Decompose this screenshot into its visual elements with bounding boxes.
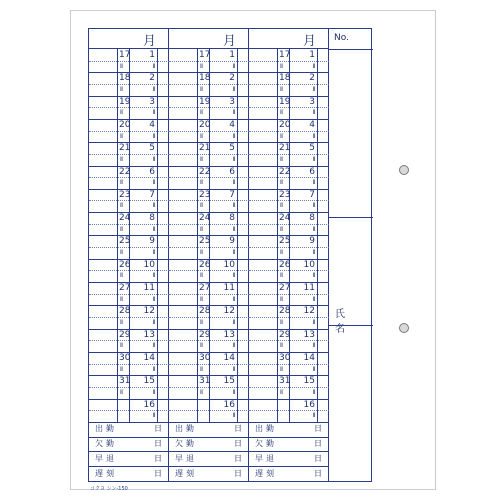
day-number-left: 20 <box>199 119 211 130</box>
row-half-divider <box>89 340 169 341</box>
row-half-divider <box>89 364 169 365</box>
day-number-left: 30 <box>119 352 131 363</box>
half-mark-left: II <box>120 132 123 140</box>
day-number-right: 11 <box>303 283 315 293</box>
day-number-right: 13 <box>223 329 235 340</box>
row-half-divider <box>89 224 169 225</box>
day-number-left: 25 <box>279 236 291 247</box>
half-mark-right: II <box>232 155 235 163</box>
row-divider <box>89 399 169 400</box>
day-number-left: 18 <box>279 73 291 84</box>
day-number-right: 8 <box>309 213 315 224</box>
row-half-divider <box>169 177 249 178</box>
day-number-left: 19 <box>279 96 291 107</box>
punch-hole-lower <box>399 323 409 333</box>
row-half-divider <box>89 177 169 178</box>
row-half-divider <box>169 200 249 201</box>
row-half-divider <box>169 317 249 318</box>
row-half-divider <box>89 294 169 295</box>
half-mark-left: II <box>280 249 283 257</box>
day-number-left: 20 <box>279 119 291 130</box>
row-half-divider <box>249 154 329 155</box>
day-number-right: 14 <box>143 352 155 363</box>
day-number-right: 4 <box>309 119 315 130</box>
half-mark-left: II <box>120 62 123 70</box>
half-mark-left: II <box>280 272 283 280</box>
half-mark-right: II <box>312 225 315 233</box>
half-mark-right: II <box>232 412 235 420</box>
day-number-right: 3 <box>309 96 315 107</box>
day-number-right: 1 <box>229 50 235 60</box>
half-mark-right: II <box>312 295 315 303</box>
row-half-divider <box>249 84 329 85</box>
summary-unit: 日 <box>154 424 162 434</box>
row-half-divider <box>249 247 329 248</box>
half-mark-right: II <box>312 249 315 257</box>
day-number-left: 31 <box>199 376 211 387</box>
row-half-divider <box>169 340 249 341</box>
month-header <box>169 29 248 49</box>
row-divider <box>169 399 249 400</box>
day-number-right: 16 <box>223 399 235 410</box>
half-mark-right: II <box>312 179 315 187</box>
day-number-right: 10 <box>143 259 155 270</box>
month-column-2 <box>169 29 249 481</box>
day-number-left: 29 <box>279 329 291 340</box>
day-number-right: 5 <box>229 143 235 154</box>
day-number-left: 19 <box>119 96 131 107</box>
day-number-right: 2 <box>309 73 315 84</box>
half-mark-left: II <box>120 365 123 373</box>
day-number-left: 23 <box>199 189 211 200</box>
half-mark-left: II <box>280 179 283 187</box>
day-number-left: 24 <box>279 213 291 224</box>
number-label: No. <box>334 33 349 43</box>
month-column-1 <box>89 29 169 481</box>
day-number-left: 21 <box>279 143 291 154</box>
day-number-right: 9 <box>149 236 155 247</box>
row-half-divider <box>249 61 329 62</box>
row-half-divider <box>169 107 249 108</box>
day-number-left: 28 <box>199 306 211 317</box>
row-divider <box>249 399 329 400</box>
summary-unit: 日 <box>234 453 242 463</box>
day-number-left: 18 <box>199 73 211 84</box>
day-number-right: 4 <box>149 119 155 130</box>
half-mark-right: II <box>232 109 235 117</box>
half-mark-right: II <box>152 179 155 187</box>
half-mark-right: II <box>232 202 235 210</box>
day-number-right: 13 <box>143 329 155 340</box>
day-number-right: 6 <box>149 166 155 177</box>
row-half-divider <box>249 410 329 411</box>
row-half-divider <box>249 387 329 388</box>
summary-unit: 日 <box>314 424 322 434</box>
half-mark-right: II <box>152 412 155 420</box>
day-number-right: 12 <box>143 306 155 317</box>
day-number-right: 6 <box>309 166 315 177</box>
half-mark-left: II <box>120 318 123 326</box>
row-half-divider <box>89 317 169 318</box>
half-mark-right: II <box>152 62 155 70</box>
day-number-right: 1 <box>309 50 315 60</box>
row-half-divider <box>89 387 169 388</box>
day-number-left: 26 <box>119 259 131 270</box>
summary-unit: 日 <box>154 468 162 478</box>
half-mark-left: II <box>200 179 203 187</box>
day-number-right: 7 <box>309 189 315 200</box>
day-number-left: 26 <box>279 259 291 270</box>
day-number-right: 8 <box>149 213 155 224</box>
row-half-divider <box>249 340 329 341</box>
half-mark-left: II <box>200 295 203 303</box>
day-number-right: 15 <box>303 376 315 387</box>
row-half-divider <box>89 247 169 248</box>
summary-label: 早退 <box>175 453 197 463</box>
summary-label: 出勤 <box>255 424 277 434</box>
month-label: 月 <box>142 34 156 49</box>
half-mark-right: II <box>152 225 155 233</box>
day-number-right: 16 <box>143 399 155 410</box>
day-number-right: 15 <box>143 376 155 387</box>
half-mark-right: II <box>232 318 235 326</box>
half-mark-left: II <box>120 85 123 93</box>
row-half-divider <box>169 270 249 271</box>
row-half-divider <box>169 294 249 295</box>
half-mark-right: II <box>232 365 235 373</box>
half-mark-left: II <box>120 155 123 163</box>
day-number-left: 23 <box>119 189 131 200</box>
half-mark-left: II <box>280 388 283 396</box>
summary-label: 遅刻 <box>255 468 277 478</box>
half-mark-right: II <box>232 342 235 350</box>
half-mark-right: II <box>152 295 155 303</box>
day-number-left: 29 <box>119 329 131 340</box>
half-mark-right: II <box>152 155 155 163</box>
half-mark-left: II <box>200 132 203 140</box>
half-mark-right: II <box>152 342 155 350</box>
half-mark-right: II <box>152 85 155 93</box>
half-mark-right: II <box>312 132 315 140</box>
half-mark-right: II <box>152 272 155 280</box>
day-number-right: 5 <box>149 143 155 154</box>
half-mark-right: II <box>232 132 235 140</box>
summary-label: 遅刻 <box>175 468 197 478</box>
half-mark-left: II <box>120 272 123 280</box>
half-mark-left: II <box>120 109 123 117</box>
half-mark-right: II <box>312 365 315 373</box>
half-mark-right: II <box>152 365 155 373</box>
day-number-right: 12 <box>223 306 235 317</box>
summary-label: 遅刻 <box>95 468 117 478</box>
half-mark-left: II <box>280 295 283 303</box>
side-divider <box>329 325 373 326</box>
half-mark-right: II <box>232 225 235 233</box>
summary-label: 欠勤 <box>95 439 117 448</box>
half-mark-right: II <box>152 109 155 117</box>
half-mark-left: II <box>200 272 203 280</box>
day-number-right: 10 <box>223 259 235 270</box>
half-mark-right: II <box>312 85 315 93</box>
day-number-left: 23 <box>279 189 291 200</box>
half-mark-left: II <box>200 155 203 163</box>
day-number-left: 30 <box>199 352 211 363</box>
half-mark-right: II <box>312 62 315 70</box>
day-number-right: 7 <box>229 189 235 200</box>
half-mark-right: II <box>232 272 235 280</box>
half-mark-right: II <box>232 388 235 396</box>
half-mark-right: II <box>152 318 155 326</box>
row-half-divider <box>89 410 169 411</box>
day-number-right: 6 <box>229 166 235 177</box>
half-mark-left: II <box>280 318 283 326</box>
day-number-left: 17 <box>119 50 131 60</box>
summary-label: 早退 <box>95 453 117 463</box>
day-number-right: 9 <box>229 236 235 247</box>
half-mark-left: II <box>120 342 123 350</box>
row-half-divider <box>169 387 249 388</box>
half-mark-right: II <box>152 202 155 210</box>
half-mark-right: II <box>232 85 235 93</box>
day-number-right: 9 <box>309 236 315 247</box>
row-half-divider <box>169 154 249 155</box>
half-mark-left: II <box>280 155 283 163</box>
day-number-right: 1 <box>149 50 155 60</box>
row-half-divider <box>249 364 329 365</box>
name-label: 氏名 <box>335 309 357 335</box>
half-mark-left: II <box>120 225 123 233</box>
half-mark-right: II <box>312 412 315 420</box>
day-number-left: 24 <box>119 213 131 224</box>
summary-label: 出勤 <box>175 424 197 434</box>
day-number-left: 27 <box>279 283 291 293</box>
footer-product-code: コクヨ シン-150 <box>90 486 128 492</box>
summary-unit: 日 <box>154 453 162 463</box>
day-number-left: 22 <box>279 166 291 177</box>
half-mark-right: II <box>312 318 315 326</box>
half-mark-right: II <box>312 109 315 117</box>
row-half-divider <box>169 247 249 248</box>
half-mark-left: II <box>200 225 203 233</box>
summary-unit: 日 <box>314 468 322 478</box>
day-number-left: 31 <box>279 376 291 387</box>
half-mark-right: II <box>312 388 315 396</box>
day-number-left: 26 <box>199 259 211 270</box>
day-number-left: 21 <box>199 143 211 154</box>
half-mark-left: II <box>200 342 203 350</box>
summary-unit: 日 <box>234 468 242 478</box>
day-number-right: 14 <box>303 352 315 363</box>
half-mark-left: II <box>280 202 283 210</box>
day-number-left: 22 <box>199 166 211 177</box>
day-number-left: 20 <box>119 119 131 130</box>
row-half-divider <box>89 270 169 271</box>
summary-unit: 日 <box>154 439 162 448</box>
summary-unit: 日 <box>234 424 242 434</box>
half-mark-right: II <box>232 295 235 303</box>
day-number-left: 28 <box>279 306 291 317</box>
summary-label: 出勤 <box>95 424 117 434</box>
half-mark-left: II <box>280 225 283 233</box>
row-half-divider <box>169 224 249 225</box>
half-mark-left: II <box>120 179 123 187</box>
month-header <box>249 29 328 49</box>
day-number-left: 22 <box>119 166 131 177</box>
day-number-right: 2 <box>149 73 155 84</box>
half-mark-right: II <box>312 202 315 210</box>
row-half-divider <box>169 410 249 411</box>
half-mark-left: II <box>200 85 203 93</box>
half-mark-left: II <box>120 249 123 257</box>
row-half-divider <box>89 200 169 201</box>
summary-unit: 日 <box>234 439 242 448</box>
half-mark-right: II <box>232 62 235 70</box>
row-half-divider <box>249 200 329 201</box>
row-half-divider <box>169 364 249 365</box>
half-mark-left: II <box>200 109 203 117</box>
row-half-divider <box>89 131 169 132</box>
day-number-right: 14 <box>223 352 235 363</box>
half-mark-right: II <box>152 132 155 140</box>
half-mark-right: II <box>312 342 315 350</box>
half-mark-right: II <box>232 249 235 257</box>
side-panel <box>329 29 373 481</box>
day-number-left: 17 <box>279 50 291 60</box>
day-number-left: 28 <box>119 306 131 317</box>
row-half-divider <box>249 294 329 295</box>
half-mark-left: II <box>200 62 203 70</box>
half-mark-right: II <box>232 179 235 187</box>
summary-unit: 日 <box>314 453 322 463</box>
day-number-right: 12 <box>303 306 315 317</box>
day-number-left: 30 <box>279 352 291 363</box>
row-half-divider <box>249 107 329 108</box>
day-number-right: 3 <box>149 96 155 107</box>
day-number-right: 7 <box>149 189 155 200</box>
row-half-divider <box>169 61 249 62</box>
day-number-right: 5 <box>309 143 315 154</box>
day-number-right: 2 <box>229 73 235 84</box>
half-mark-left: II <box>120 202 123 210</box>
day-number-left: 25 <box>119 236 131 247</box>
day-number-left: 19 <box>199 96 211 107</box>
day-number-right: 11 <box>223 283 235 293</box>
day-number-left: 31 <box>119 376 131 387</box>
day-number-right: 16 <box>303 399 315 410</box>
half-mark-left: II <box>200 365 203 373</box>
row-half-divider <box>249 317 329 318</box>
day-number-left: 18 <box>119 73 131 84</box>
half-mark-left: II <box>280 132 283 140</box>
day-number-left: 25 <box>199 236 211 247</box>
half-mark-left: II <box>120 388 123 396</box>
day-number-right: 3 <box>229 96 235 107</box>
row-half-divider <box>89 154 169 155</box>
summary-unit: 日 <box>314 439 322 448</box>
half-mark-left: II <box>200 249 203 257</box>
month-header <box>89 29 168 49</box>
half-mark-left: II <box>280 62 283 70</box>
row-half-divider <box>249 131 329 132</box>
half-mark-left: II <box>280 85 283 93</box>
half-mark-left: II <box>200 388 203 396</box>
month-column-3 <box>249 29 329 481</box>
half-mark-right: II <box>152 388 155 396</box>
summary-label: 早退 <box>255 453 277 463</box>
half-mark-right: II <box>312 155 315 163</box>
row-half-divider <box>169 131 249 132</box>
half-mark-left: II <box>120 295 123 303</box>
month-label: 月 <box>222 34 236 49</box>
timecard-form <box>88 28 372 482</box>
half-mark-right: II <box>152 249 155 257</box>
half-mark-left: II <box>280 342 283 350</box>
row-half-divider <box>249 177 329 178</box>
side-divider <box>329 49 373 50</box>
half-mark-left: II <box>200 318 203 326</box>
punch-hole-upper <box>399 165 409 175</box>
row-half-divider <box>89 107 169 108</box>
summary-label: 欠勤 <box>175 439 197 448</box>
day-number-right: 11 <box>143 283 155 293</box>
day-number-right: 8 <box>229 213 235 224</box>
day-number-right: 13 <box>303 329 315 340</box>
row-half-divider <box>89 84 169 85</box>
half-mark-left: II <box>280 109 283 117</box>
month-label: 月 <box>302 34 316 49</box>
day-number-left: 29 <box>199 329 211 340</box>
day-number-left: 17 <box>199 50 211 60</box>
side-divider <box>329 217 373 218</box>
row-half-divider <box>249 224 329 225</box>
row-half-divider <box>249 270 329 271</box>
row-half-divider <box>89 61 169 62</box>
day-number-right: 15 <box>223 376 235 387</box>
summary-label: 欠勤 <box>255 439 277 448</box>
row-half-divider <box>169 84 249 85</box>
half-mark-left: II <box>280 365 283 373</box>
day-number-right: 10 <box>303 259 315 270</box>
day-number-left: 27 <box>199 283 211 293</box>
day-number-left: 24 <box>199 213 211 224</box>
half-mark-right: II <box>312 272 315 280</box>
half-mark-left: II <box>200 202 203 210</box>
day-number-left: 21 <box>119 143 131 154</box>
day-number-left: 27 <box>119 283 131 293</box>
day-number-right: 4 <box>229 119 235 130</box>
